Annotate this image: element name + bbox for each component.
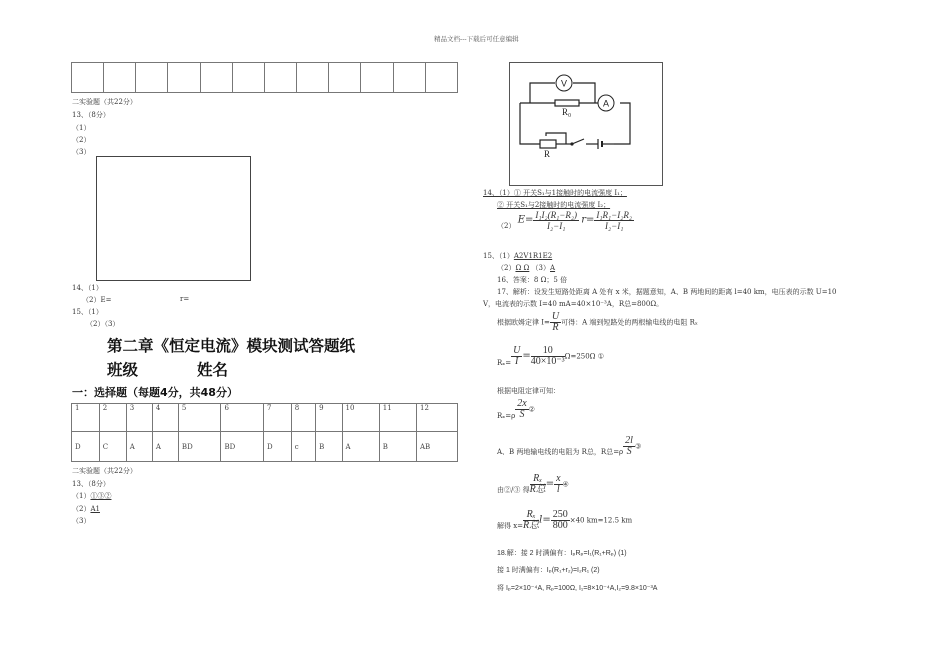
- rx2-den: S: [519, 409, 525, 420]
- q14-2-e: （2）E=: [82, 296, 112, 304]
- q14-e-numerator: I₁I₂(R₁−R₂): [535, 210, 577, 220]
- ammeter-label: A: [602, 98, 610, 109]
- answer-cell: A: [126, 432, 152, 462]
- answer-row: [72, 432, 458, 462]
- q13-1-label: （1）: [72, 492, 91, 500]
- answer-cell: D: [264, 432, 292, 462]
- rab-equation: [497, 436, 641, 457]
- q16-answer: 16、答案：8 Ω；5 倍: [497, 276, 568, 284]
- answer-cell: A: [152, 432, 178, 462]
- solve-den-2: 800: [552, 520, 568, 531]
- ratio-text: 由②/③ 得: [497, 486, 530, 494]
- question-number-cell: 1: [72, 404, 100, 432]
- answer-cell: C: [99, 432, 126, 462]
- rx-equation: [497, 346, 604, 367]
- rx-result: Ω=250Ω ①: [564, 352, 604, 361]
- ohm-text-b: 可得：A 端到短路处的两根输电线的电阻 Rₓ: [561, 318, 698, 327]
- q15-3-answer: A: [550, 264, 556, 272]
- q13-3-top: （3）: [72, 148, 91, 156]
- ohm-numerator: U: [551, 311, 560, 322]
- q13-2-answer: A1: [90, 505, 100, 513]
- rab-mark: ③: [634, 442, 642, 451]
- answer-cell: c: [291, 432, 315, 462]
- q15-1-label: 15、（1）: [483, 252, 514, 260]
- q18-line1: 18.解：接 2 时满偏有：IₚRₚ=I₁(R₁+Rₚ) (1): [497, 550, 627, 557]
- q14-r-fraction: [594, 210, 634, 231]
- q13-1-top: （1）: [72, 124, 91, 132]
- rx-den-1: I: [515, 356, 519, 367]
- ratio-den-1: R总: [529, 484, 546, 495]
- section1-heading: 一：选择题（每题4分，共48分）: [72, 386, 238, 399]
- r0-label: R₀: [562, 107, 572, 117]
- ratio-equals: =: [545, 478, 555, 490]
- ratio-fraction-1: [530, 474, 546, 495]
- answer-cell: B: [316, 432, 342, 462]
- solve-num-1: Rₓ: [523, 510, 539, 521]
- q18-line3: 将 Iₚ=2×10⁻⁴A, Rₚ=100Ω, I₁=8×10⁻⁴A,I₂=9.8×10⁻³A: [497, 585, 658, 592]
- q17-line2: V，电流表的示数 I=40 mA=40×10⁻³A，R总=800Ω。: [483, 300, 664, 308]
- q14-label-top: 14、（1）: [72, 284, 103, 292]
- solve-result: ×40 km=12.5 km: [569, 516, 633, 525]
- q15-2-answer: Ω Ω: [515, 264, 530, 272]
- q13-1-bottom: [72, 491, 111, 501]
- question-number-cell: 6: [221, 404, 264, 432]
- q14-e-label: E=: [517, 214, 534, 226]
- solve-fraction-2: [551, 510, 570, 531]
- answer-table: [71, 403, 458, 462]
- solve-text: 解得 x=: [497, 522, 524, 530]
- circuit-svg: [510, 63, 662, 185]
- answer-cell: AB: [417, 432, 458, 462]
- rx-num-2: 10: [531, 346, 565, 357]
- rx2-label: Rₓ=ρ: [497, 412, 516, 420]
- q13-label-bottom: 13、（8分）: [72, 480, 110, 488]
- rx-den-2: 40×10⁻³: [530, 356, 565, 367]
- q13-label-top: 13、（8分）: [72, 111, 110, 119]
- q14-e-fraction: [533, 210, 579, 231]
- q13-3-bottom: （3）: [72, 517, 91, 525]
- q15-3-label: （3）: [531, 264, 551, 272]
- q14-e-denominator: I₂−I₁: [547, 221, 566, 231]
- q15-2: [497, 263, 555, 273]
- q14-formula: [497, 210, 634, 231]
- name-label: 姓名: [197, 361, 229, 379]
- ratio-mark: ④: [562, 480, 569, 489]
- resistance-law-text: 根据电阻定律可知：: [497, 387, 560, 395]
- question-number-cell: 9: [316, 404, 342, 432]
- q13-2-bottom: [72, 504, 100, 514]
- rx2-fraction: [515, 399, 528, 420]
- question-number-cell: 10: [342, 404, 379, 432]
- question-number-cell: 4: [152, 404, 178, 432]
- ratio-equation: [497, 474, 569, 495]
- rx-label: Rₓ=: [497, 359, 512, 367]
- question-number-cell: 11: [379, 404, 416, 432]
- solve-num-2: 250: [552, 509, 568, 520]
- rx2-mark: ②: [528, 405, 535, 414]
- ohm-denominator: R: [552, 322, 559, 333]
- q14-2-answer: ② 开关S₁与2接触时的电流强度 I₂；: [497, 201, 611, 209]
- class-label: 班级: [107, 361, 139, 379]
- ohm-text-a: 根据欧姆定律 I=: [497, 318, 550, 327]
- answer-cell: D: [72, 432, 100, 462]
- q14-r-denominator: I₂−I₁: [605, 221, 624, 231]
- answer-cell: B: [379, 432, 416, 462]
- solve-l: l=: [539, 514, 551, 526]
- q14-2-r: r=: [180, 295, 190, 303]
- rab-den: S: [626, 446, 632, 457]
- q14-r-label: r=: [581, 214, 595, 226]
- question-number-row: [72, 404, 458, 432]
- q15-label-top: 15、（1）: [72, 308, 103, 316]
- rab-num: 2l: [625, 435, 633, 446]
- ohm-fraction: [550, 312, 561, 333]
- ratio-den-2: l: [556, 484, 560, 495]
- ratio-num-2: x: [556, 473, 561, 484]
- blank-answer-grid: [71, 62, 458, 93]
- section2-heading-bottom: 二实验题（共22分）: [72, 467, 137, 475]
- ratio-num-1: Rₓ: [530, 474, 546, 485]
- question-number-cell: 12: [417, 404, 458, 432]
- page-title: 第二章《恒定电流》模块测试答题纸: [107, 337, 356, 355]
- voltmeter-label: V: [560, 78, 568, 89]
- q14-formula-label: （2）: [497, 222, 516, 230]
- q15-1-answer: A2V1R1E2: [513, 252, 553, 260]
- ohm-law-line: [497, 312, 698, 333]
- q15-1: [483, 251, 552, 261]
- drawing-box: [96, 156, 251, 281]
- ratio-fraction-2: [554, 474, 562, 495]
- solve-den-1: R总: [523, 520, 540, 531]
- page-header: 精品文档---下载后可任意编辑: [434, 35, 519, 43]
- rx-fraction-1: [511, 346, 522, 367]
- q15-2-label: （2）: [497, 264, 516, 272]
- rx2-num: 2x: [517, 398, 527, 409]
- rx-equals: =: [522, 350, 531, 362]
- rx-fraction-2: [531, 346, 565, 367]
- r-label: R: [544, 149, 551, 159]
- q14-r-numerator: I₁R₁−I₂R₂: [596, 210, 632, 220]
- rab-text: A、B 两地输电线的电阻为 R总，R总=ρ: [497, 448, 624, 456]
- q14-1-answer: 14、（1）① 开关S₁与1接触时的电流强度 I₁；: [483, 189, 627, 197]
- question-number-cell: 5: [178, 404, 221, 432]
- solve-fraction-1: [523, 510, 539, 531]
- answer-cell: BD: [221, 432, 264, 462]
- q13-1-answer: ①③②: [90, 492, 112, 500]
- question-number-cell: 3: [126, 404, 152, 432]
- answer-cell: BD: [178, 432, 221, 462]
- question-number-cell: 2: [99, 404, 126, 432]
- answer-cell: A: [342, 432, 379, 462]
- section2-heading-top: 二实验题（共22分）: [72, 98, 137, 106]
- rx2-equation: [497, 399, 535, 420]
- q15-2-top: （2）（3）: [86, 320, 120, 328]
- circuit-diagram: [509, 62, 663, 186]
- rx-num-1: U: [513, 345, 521, 356]
- question-number-cell: 8: [291, 404, 315, 432]
- rab-fraction: [623, 436, 635, 457]
- q13-2-top: （2）: [72, 136, 91, 144]
- q17-line1: 17、解析：设发生短路处距离 A 处有 x 米，据题意知，A、B 两地间的距离 l=40 km，电压表的示数 U=10: [497, 288, 837, 296]
- q18-line2: 接 1 时满偏有：Iₚ(R₁+r₂)=I₂R₁ (2): [497, 567, 600, 574]
- solve-equation: [497, 510, 632, 531]
- q13-2-label: （2）: [72, 505, 91, 513]
- question-number-cell: 7: [264, 404, 292, 432]
